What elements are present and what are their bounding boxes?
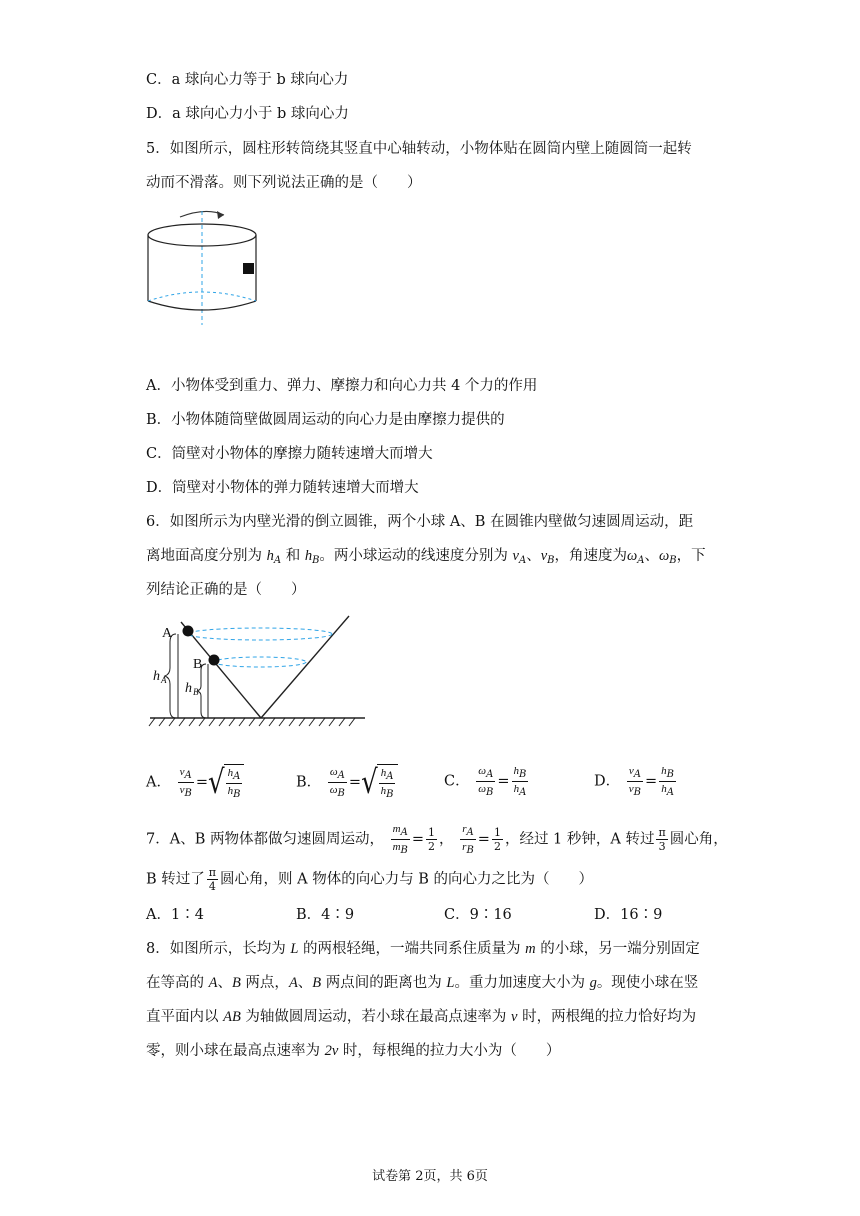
q5-option-d: D．筒壁对小物体的弹力随转速增大而增大 [146,480,419,496]
q6-stem-line3: 列结论正确的是（ ） [146,582,306,598]
q5-option-a: A．小物体受到重力、弹力、摩擦力和向心力共 4 个力的作用 [146,378,538,394]
inverted-cone-figure [145,612,375,732]
ball-a [183,626,194,637]
q6-stem-line1: 6．如图所示为内壁光滑的倒立圆锥，两个小球 A、B 在圆锥内壁做匀速圆周运动，距 [146,514,694,530]
label-ha: h [153,669,160,684]
q6-option-c: C． $\frac{\omega A}{\omega B}$ = $\frac{hB}{hA}$ [444,765,527,798]
svg-text:A: A [161,675,167,685]
q5-option-b: B．小物体随筒壁做圆周运动的向心力是由摩擦力提供的 [146,412,505,428]
svg-text:B: B [193,687,199,697]
q8-line3: 直平面内以 AB 为轴做圆周运动，若小球在最高点速率为 v 时，两根绳的拉力恰好均为 [146,1009,697,1025]
q8-line2: 在等高的 A、B 两点，A、B 两点间的距离也为 L。重力加速度大小为 g。现使小球在竖 [146,975,699,991]
rotating-cylinder-figure [140,205,270,330]
q5-stem-line2: 动而不滑落。则下列说法正确的是（ ） [146,175,422,191]
q7-stem-line2: B 转过了 $\frac{\pi}{4}$ 圆心角，则 A 物体的向心力与 B 的向心力之比为（ ） [146,866,594,893]
q6-option-d: D． $\frac{vA}{vB}$ = $\frac{hB}{hA}$ [594,765,675,798]
q8-line4: 零，则小球在最高点速率为 2v 时，每根绳的拉力大小为（ ） [146,1043,561,1059]
small-block [243,263,254,274]
label-b: B [193,657,203,672]
label-hb: h [185,681,192,696]
q6-option-a: A． $\frac{vA}{vB}$ = √ $\frac{hA}{hB}$ [146,764,244,801]
q7-option-a: A．1∶4 [146,907,204,923]
q7-option-c: C．9∶16 [444,907,512,923]
q7-stem-line1: 7．A、B 两物体都做匀速圆周运动， $\frac{mA}{mB}$ = $\frac{1}{2}$ ， $\frac{rA}{rB}$ = $\frac{1}{2}$ ，经过 1 秒钟，A 转过 $\frac{\pi}{3}$ 圆心角， [146,823,728,856]
q8-line1: 8．如图所示，长均为 L 的两根轻绳，一端共同系住质量为 m 的小球，另一端分别固定 [146,941,700,957]
q4-option-c: C．a 球向心力等于 b 球向心力 [146,72,349,88]
q7-option-d: D．16∶9 [594,907,663,923]
ball-b [209,655,220,666]
q4-option-d: D．a 球向心力小于 b 球向心力 [146,106,349,122]
q5-option-c: C．筒壁对小物体的摩擦力随转速增大而增大 [146,446,433,462]
q5-stem-line1: 5．如图所示，圆柱形转筒绕其竖直中心轴转动，小物体贴在圆筒内壁上随圆筒一起转 [146,141,692,157]
q6-option-b: B． $\frac{\omega A}{\omega B}$ = √ $\frac{hA}{hB}$ [296,764,398,801]
q6-stem-line2: 离地面高度分别为 $h_A$ 和 $h_B$。两小球运动的线速度分别为 $v_A$、$v_B$，角速度为$\omega_A$、$\omega_B$，下 [146,548,706,566]
page-footer: 试卷第 2页，共 6页 [372,1169,488,1184]
q7-option-b: B．4∶9 [296,907,355,923]
label-a: A [162,626,173,641]
